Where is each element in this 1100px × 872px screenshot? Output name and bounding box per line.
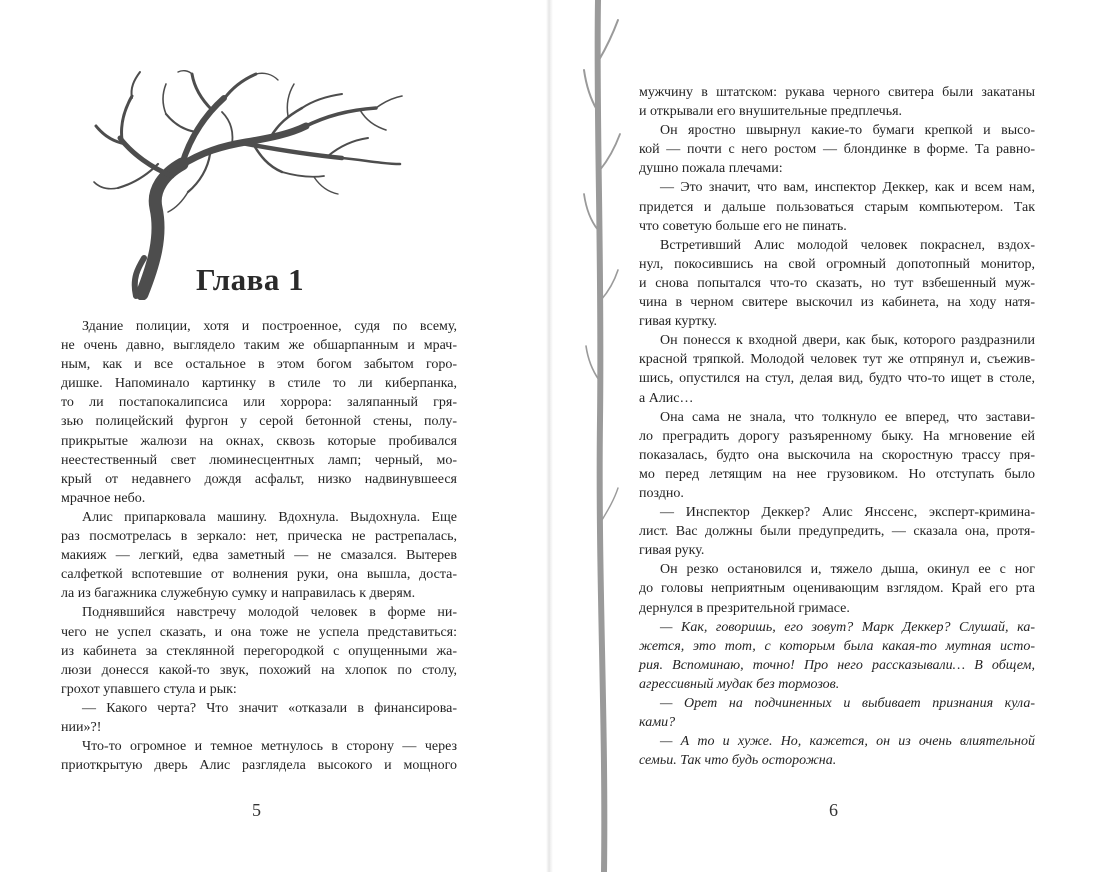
text-line: кой — почти с него ростом — блондинке в форме. Та равно- [639,142,1035,158]
text-line: агрессивный мудак без тормозов. [639,676,840,692]
left-page-text [61,317,457,775]
text-line: красной тряпкой. Молодой человек тут же отпрянул и, съежив- [639,352,1035,368]
text-line: и открывали его внушительные предплечья. [639,104,903,120]
page-number-right: 6 [829,800,838,820]
chapter-title: Глава 1 [196,262,305,297]
text-line: душно пожала плечами: [639,161,783,177]
text-line: до головы неприятным оценивающим взглядом. Край его рта [639,581,1035,597]
text-line: Он понесся к входной двери, как бык, которого раздразнили [660,333,1035,349]
paragraph [639,331,1035,407]
paragraph [639,560,1035,617]
text-line: а Алис… [639,390,694,406]
text-line: крый от недавнего дождя асфальт, низко надвинувшееся [61,471,457,487]
text-line: что советую больше его не пинать. [639,218,847,234]
text-line: дернулся в презрительной гримасе. [639,600,850,616]
paragraph [61,508,457,603]
text-line: придется и дальше пользоваться старым компьютером. Так [639,199,1035,215]
text-line: — Как, говоришь, его зовут? Марк Деккер? Слушай, ка- [660,619,1035,635]
text-line: — Инспектор Деккер? Алис Янссенс, эксперт-кримина- [660,505,1035,521]
paragraph [639,83,1035,121]
text-line: ками? [639,715,676,731]
text-line: грохот упавшего стула и рык: [61,681,237,697]
paragraph [639,121,1035,178]
text-line: — Орет на подчиненных и выбивает признания кула- [660,696,1035,711]
text-line: зью полицейский фургон у серой бетонной стены, полу- [61,414,457,430]
text-line: макияж — легкий, едва заметный — не смазался. Вытерев [61,548,457,564]
text-line: жется, это тот, с которым была какая-то мутная исто- [639,638,1035,654]
paragraph [61,603,457,698]
text-line: Алис припарковала машину. Вдохнула. Выдохнула. Еще [82,509,457,525]
text-line: и снова попытался что-то сказать, но тут взбешенный муж- [639,275,1035,291]
twig-illustration [578,0,624,872]
text-line: семьи. Так что будь осторожна. [639,753,837,769]
text-line: Она сама не знала, что толкнуло ее вперед, что застави- [660,409,1035,425]
text-line: гивая руку. [639,543,705,559]
text-line: дишке. Напоминало картинку в стиле то ли киберпанка, [61,376,457,392]
paragraph [61,317,457,508]
text-line: раз посмотрелась в зеркало: нет, прическа не растрепалась, [61,529,457,545]
text-line: Он резко остановился и, тяжело дыша, окинул ее с ног [660,562,1035,578]
text-line: гивая куртку. [639,314,718,330]
text-line: мо перед летящим на нее грузовиком. Но отступать было [639,466,1035,482]
text-line: ным, как и все остальное в этом богом забытом горо- [61,357,457,373]
text-line: ла из багажника служебную сумку и направилась к дверям. [61,586,416,602]
right-page-text [639,83,1035,770]
text-line: приоткрытую дверь Алис разглядела высокого и мощного [61,758,457,774]
paragraph [61,699,457,737]
text-line: поздно. [639,485,684,501]
paragraph [639,732,1035,770]
text-line: неестественный свет люминесцентных ламп; черный, мо- [61,452,457,468]
page-number-left: 5 [252,800,261,820]
text-line: — Это значит, что вам, инспектор Деккер, как и всем нам, [660,180,1035,196]
paragraph [639,503,1035,560]
text-line: Поднявшийся навстречу молодой человек в форме ни- [82,605,457,621]
paragraph [639,408,1035,503]
text-line: мрачное небо. [61,490,146,506]
paragraph [639,694,1035,732]
text-line: ло преградить дорогу разъяренному быку. На мгновение ей [639,428,1035,444]
text-line: — А то и хуже. Но, кажется, он из очень влиятельной [660,734,1035,750]
text-line: не очень давно, выглядело таким же обшарпанным и мрач- [61,338,457,354]
paragraph [639,178,1035,235]
paragraph [639,618,1035,694]
text-line: прикрытые жалюзи на окнах, сквозь которые пробивался [61,433,457,449]
text-line: Что-то огромное и темное метнулось в сторону — через [82,739,457,755]
text-line: чина в черном свитере выскочил из кабинета, на ходу натя- [639,295,1035,311]
text-line: из кабинета за стеклянной перегородкой с опущенными жа- [61,643,457,659]
text-line: то ли постапокалипсиса или хоррора: заляпанный гря- [61,395,457,411]
text-line: нул, покосившись на свой огромный допотопный монитор, [639,256,1035,272]
text-line: Он яростно швырнул какие-то бумаги крепкой и высо- [660,123,1035,139]
text-line: рия. Вспоминаю, точно! Про него рассказывали… В общем, [639,657,1035,673]
text-line: Встретивший Алис молодой человек покраснел, вздох- [660,237,1035,253]
book-gutter [546,0,553,872]
text-line: лист. Вас должны были предупредить, — сказала она, протя- [639,524,1035,540]
text-line: Здание полиции, хотя и построенное, судя по всему, [82,319,457,334]
paragraph [61,737,457,775]
text-line: салфеткой вспотевшие от волнения руки, она вышла, доста- [61,567,457,583]
paragraph [639,236,1035,331]
text-line: чего не успел сказать, и она тоже не успела представиться: [61,624,457,640]
text-line: показалась, будто она выскочила на скоростную трассу пря- [639,447,1035,463]
text-line: люзи донесся какой-то звук, похожий на хлопок по столу, [61,662,457,678]
text-line: мужчину в штатском: рукава черного свитера были закатаны [639,85,1035,100]
text-line: шись, опустился на стул, делая вид, будто что-то ищет в столе, [639,371,1035,387]
text-line: — Какого черта? Что значит «отказали в финансирова- [82,700,457,716]
text-line: нии»?! [61,719,102,735]
